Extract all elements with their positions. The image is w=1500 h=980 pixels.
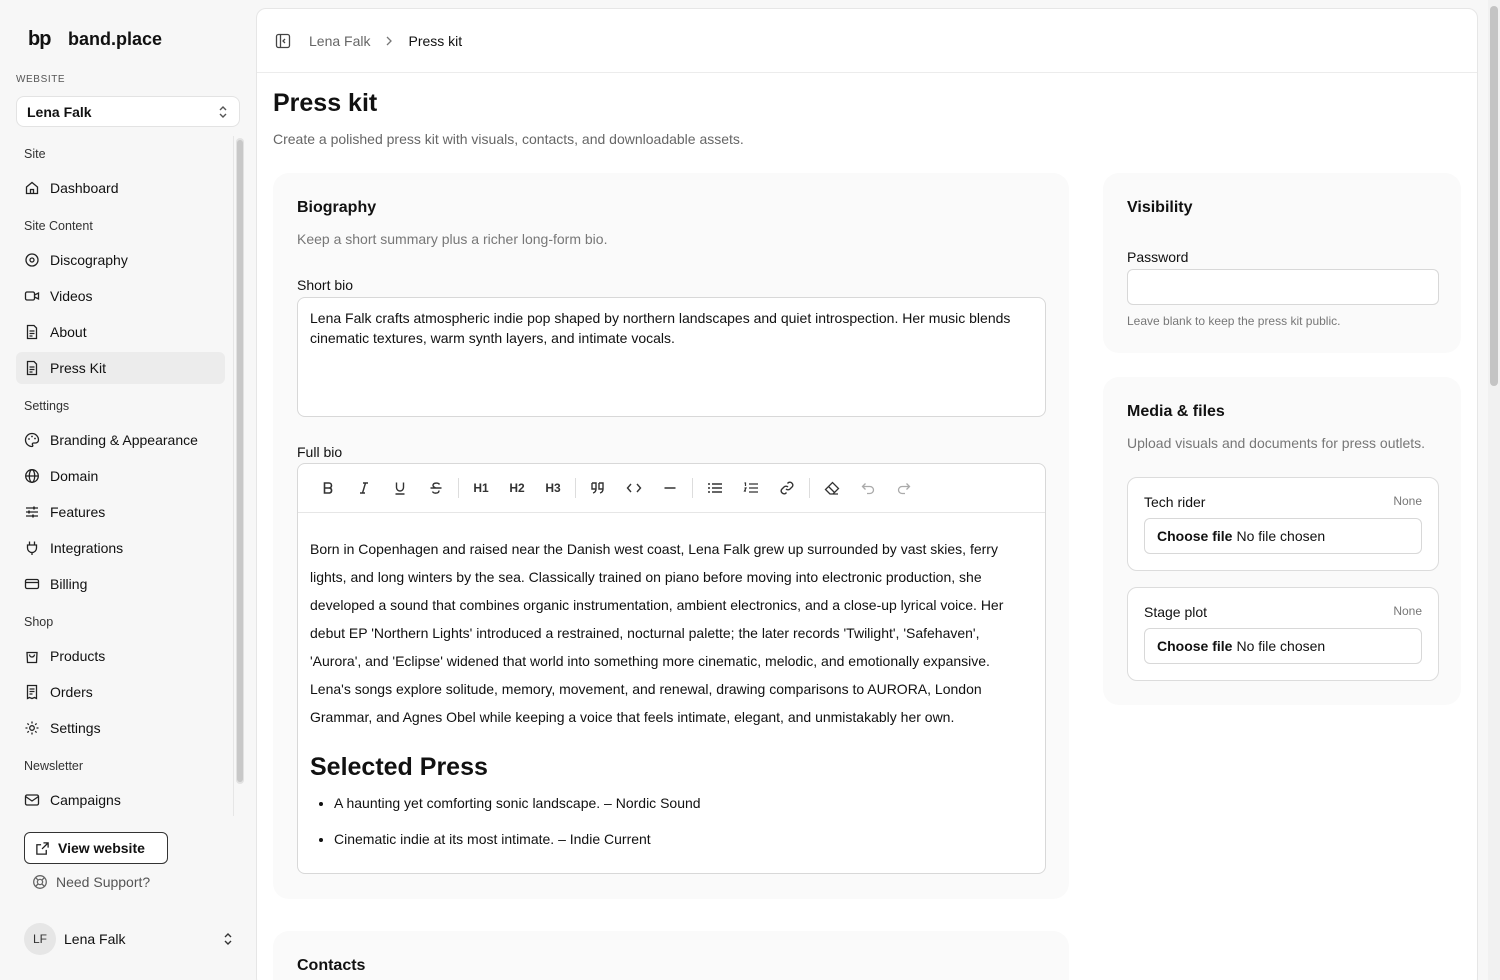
redo-icon [897,481,911,495]
sidebar-item-domain[interactable] [16,460,225,492]
ordered-list-button[interactable] [733,470,769,506]
video-icon [24,288,40,304]
site-selector[interactable] [16,96,240,127]
sidebar-item-billing[interactable] [16,568,225,600]
toolbar-divider [458,478,459,498]
choose-file-button[interactable]: Choose file [1157,638,1233,654]
stage-plot-file-input[interactable] [1144,628,1422,664]
brand-name: band.place [68,29,163,49]
breadcrumb [309,33,462,49]
visibility-title: Visibility [1127,199,1193,216]
support-link[interactable] [32,874,150,890]
bullet-list-icon [707,481,723,495]
press-list [310,793,1033,849]
media-subtitle: Upload visuals and documents for press outlets. [1127,435,1426,451]
password-label: Password [1127,249,1189,265]
file-status: None [1393,604,1422,618]
sidebar-item-discography[interactable] [16,244,225,276]
card-icon [24,576,40,592]
toolbar-divider [809,478,810,498]
media-title: Media & files [1127,403,1225,420]
blockquote-button[interactable] [580,470,616,506]
sidebar-item-label: Billing [50,576,88,592]
quote-icon [590,481,606,495]
press-heading: Selected Press [310,753,488,781]
page-title: Press kit [273,89,378,117]
nav-section-title: Site [24,147,46,161]
user-menu[interactable] [24,922,234,956]
full-bio-editor [297,463,1046,874]
sidebar-item-label: Settings [50,720,101,736]
sidebar-scrollbar-thumb[interactable] [237,140,243,782]
file-status: None [1393,494,1422,508]
sidebar-item-label: Discography [50,252,128,268]
file-input-value: No file chosen [1236,638,1326,654]
full-bio-content[interactable] [298,513,1045,849]
media-files-card [1103,377,1461,705]
view-website-button[interactable] [24,832,168,864]
visibility-card [1103,173,1461,353]
short-bio-label: Short bio [297,277,354,293]
nav-section-title: Shop [24,615,54,629]
brand[interactable] [28,28,162,51]
palette-icon [24,432,40,448]
sidebar-item-shop-settings[interactable] [16,712,225,744]
sidebar [0,0,256,980]
bold-icon [321,481,335,495]
underline-button[interactable] [382,470,418,506]
bag-icon [24,648,40,664]
breadcrumb-current: Press kit [408,32,463,49]
sidebar-item-features[interactable] [16,496,225,528]
sidebar-item-label: Features [50,504,106,520]
ordered-list-icon [743,481,759,495]
toolbar-divider [692,478,693,498]
sidebar-item-label: Integrations [50,540,124,556]
italic-icon [357,481,371,495]
tech-rider-file-input[interactable] [1144,518,1422,554]
brand-logo: bp [28,28,51,50]
sidebar-toggle-icon[interactable] [275,33,291,49]
site-selector-value: Lena Falk [27,103,92,120]
underline-icon [393,481,407,495]
nav-section-title: Newsletter [24,759,84,773]
code-button[interactable] [616,470,652,506]
contacts-card [273,931,1069,980]
chevrons-up-down-icon [217,105,229,119]
file-label: Tech rider [1144,494,1206,510]
main-panel [256,8,1478,980]
sidebar-item-press-kit[interactable] [16,352,225,384]
breadcrumb-parent[interactable]: Lena Falk [309,32,371,49]
list-item: • A haunting yet comforting sonic landscape. – Nordic Sound [334,793,1033,813]
sidebar-item-label: Videos [50,288,93,304]
sidebar-item-campaigns[interactable] [16,784,225,816]
strikethrough-button[interactable] [418,470,454,506]
biography-subtitle: Keep a short summary plus a richer long-form bio. [297,231,608,247]
list-item: • Cinematic indie at its most intimate. – Indie Current [334,829,1033,849]
short-bio-textarea[interactable]: Lena Falk crafts atmospheric indie pop shaped by northern landscapes and quiet introspection. Her music blends cinematic textures, warm synth layers, and intimate vocals. [297,297,1046,417]
sidebar-item-label: Dashboard [50,180,119,196]
chevrons-up-down-icon [222,932,234,946]
topbar [257,9,1477,73]
sidebar-item-label: Press Kit [50,360,107,376]
link-icon [779,480,795,496]
undo-icon [861,481,875,495]
sidebar-item-label: Orders [50,684,93,700]
sidebar-item-about[interactable] [16,316,225,348]
window-scrollbar-thumb[interactable] [1490,6,1498,386]
clear-format-button[interactable] [814,470,850,506]
receipt-icon [24,684,40,700]
heading-1-button[interactable]: H1 [473,481,489,495]
biography-card [273,173,1069,899]
support-label: Need Support? [56,874,151,890]
redo-button[interactable] [886,470,922,506]
website-label: WEBSITE [16,74,66,85]
strikethrough-icon [429,481,443,495]
biography-title: Biography [297,199,377,216]
full-bio-label: Full bio [297,444,343,460]
heading-2-button[interactable]: H2 [509,481,525,495]
avatar: LF [24,923,56,955]
sliders-icon [24,504,40,520]
sidebar-item-label: Campaigns [50,792,121,808]
chevron-right-icon [382,34,396,48]
contacts-title: Contacts [297,957,366,974]
sidebar-item-label: Domain [50,468,99,484]
globe-icon [24,468,40,484]
full-bio-paragraph: Born in Copenhagen and raised near the Danish west coast, Lena Falk grew up surrounded by vast skies, ferry lights, and long winters by the sea. Classically trained on piano before moving into electronic production, she developed a sound that combines organic instrumentation, ambient electronics, and a close-up lyrical voice. Her debut EP 'Northern Lights' introduced a restrained, nocturnal palette; the later records 'Twilight', 'Safehaven', 'Aurora', and 'Eclipse' widened that world into something more cinematic, melodic, and emotionally expansive. Lena's songs explore solitude, memory, movement, and renewal, drawing comparisons to AURORA, London Grammar, and Agnes Obel while keeping a voice that feels intimate, elegant, and unmistakably her own. [310,541,1004,725]
bold-button[interactable] [310,470,346,506]
horizontal-rule-icon [663,481,677,495]
sidebar-item-products[interactable] [16,640,225,672]
home-icon [24,180,40,196]
stage-plot-upload [1127,587,1439,681]
heading-3-button[interactable]: H3 [545,481,561,495]
file-input-value: No file chosen [1236,528,1326,544]
nav-section-title: Site Content [24,219,93,233]
bullet-list-button[interactable] [697,470,733,506]
eraser-icon [824,481,840,495]
plug-icon [24,540,40,556]
password-hint: Leave blank to keep the press kit public. [1127,314,1341,328]
password-input[interactable] [1127,269,1439,305]
mail-icon [24,792,40,808]
toolbar-divider [575,478,576,498]
choose-file-button[interactable]: Choose file [1157,528,1233,544]
italic-button[interactable] [346,470,382,506]
link-button[interactable] [769,470,805,506]
lifebuoy-icon [32,874,48,890]
sidebar-item-integrations[interactable] [16,532,225,564]
view-website-label: View website [58,840,145,856]
sidebar-nav [16,136,234,816]
nav-section-title: Settings [24,399,70,413]
tech-rider-upload [1127,477,1439,571]
sidebar-item-dashboard[interactable] [16,172,225,204]
sidebar-item-videos[interactable] [16,280,225,312]
document-icon [24,324,40,340]
file-label: Stage plot [1144,604,1208,620]
sidebar-item-label: About [50,324,87,340]
horizontal-rule-button[interactable] [652,470,688,506]
sidebar-item-label: Products [50,648,106,664]
user-name: Lena Falk [64,931,126,947]
code-icon [626,481,642,495]
sidebar-item-orders[interactable] [16,676,225,708]
external-link-icon [35,841,50,856]
gear-icon [24,720,40,736]
page-subtitle: Create a polished press kit with visuals, contacts, and downloadable assets. [273,131,744,147]
document-icon [24,360,40,376]
disc-icon [24,252,40,268]
sidebar-item-branding[interactable] [16,424,225,456]
undo-button[interactable] [850,470,886,506]
sidebar-item-label: Branding & Appearance [50,432,198,448]
editor-toolbar [298,464,1045,513]
